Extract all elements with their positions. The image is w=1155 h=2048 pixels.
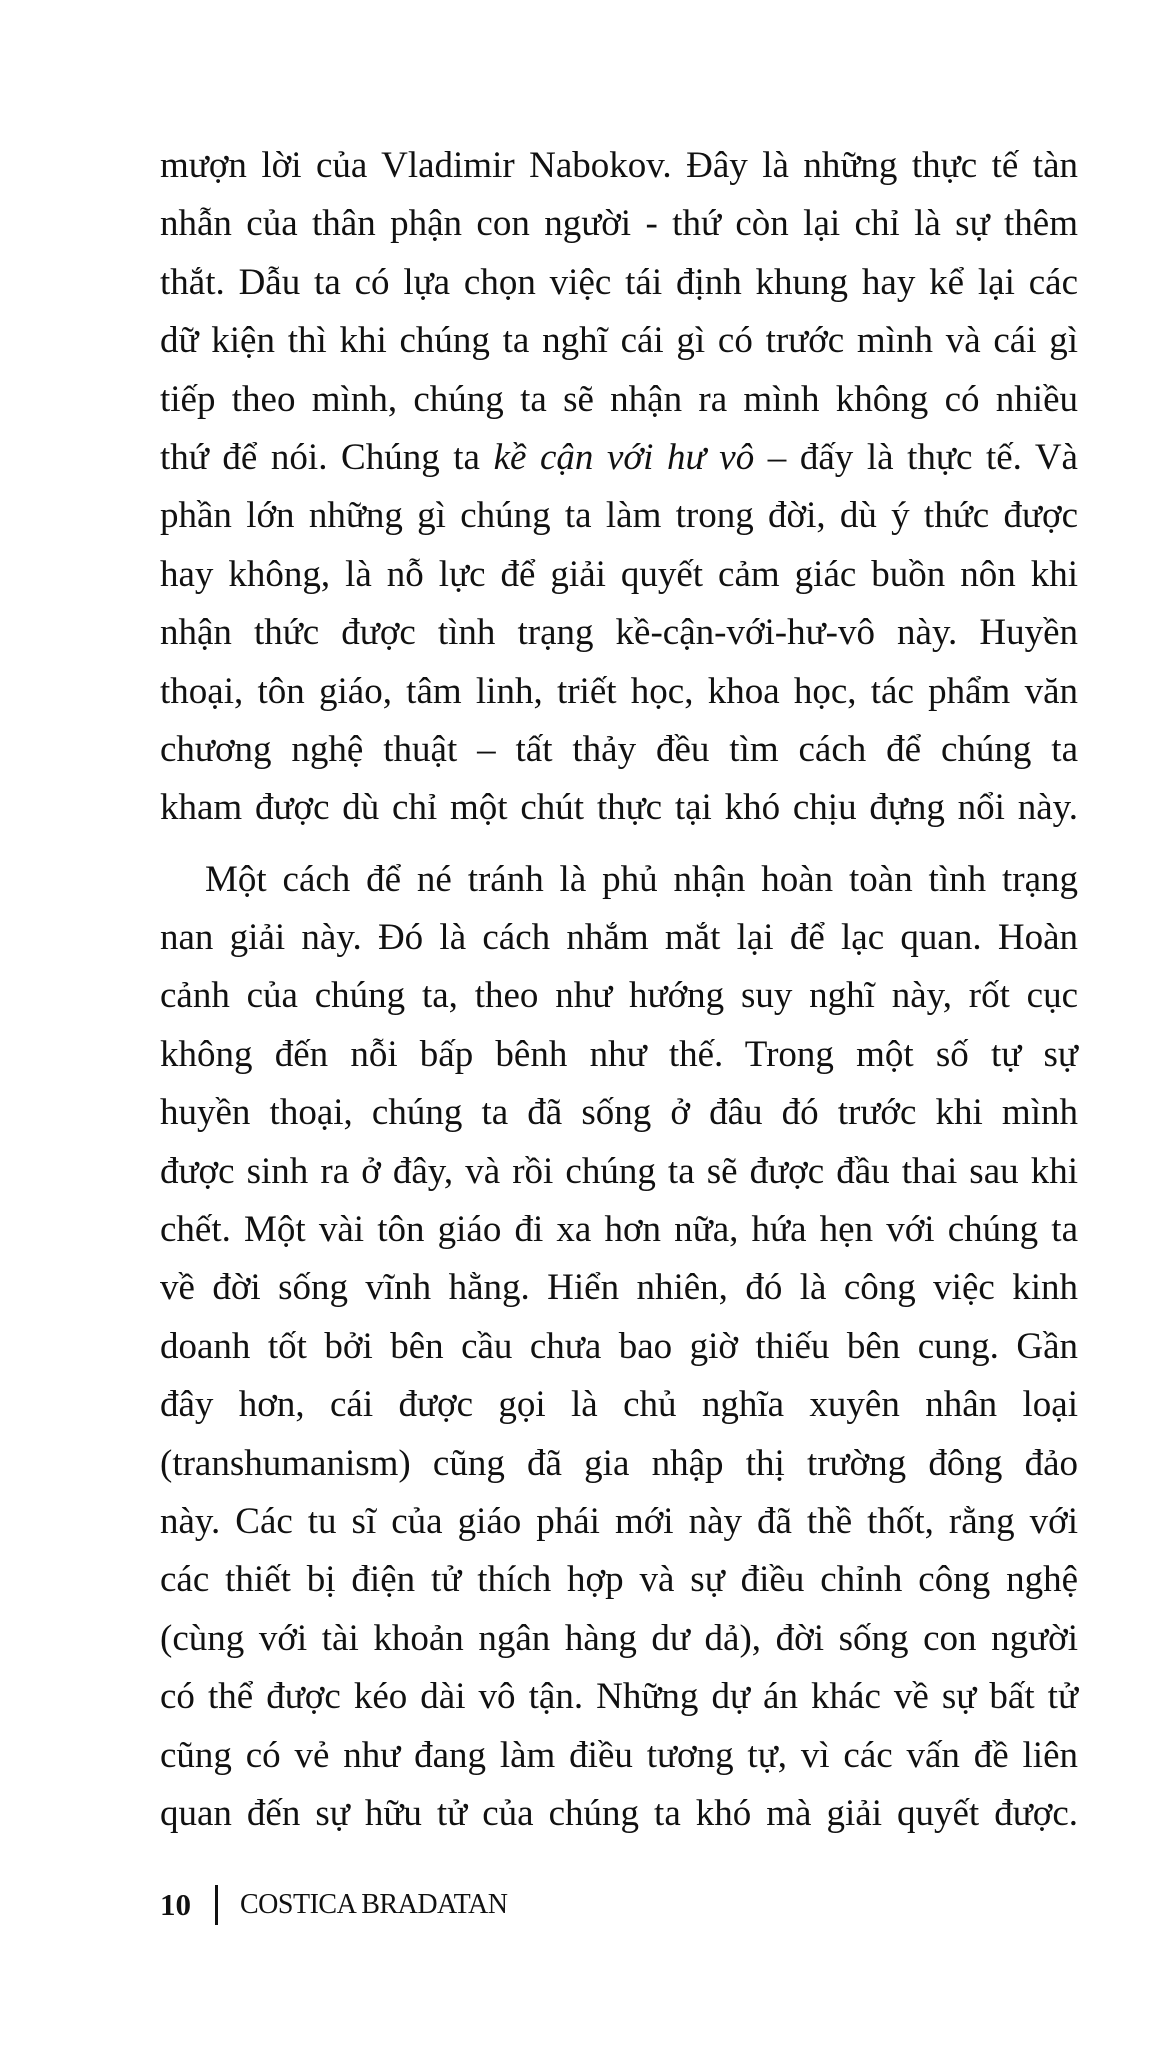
text-line: được sinh ra ở đây, và rồi chúng ta sẽ được đầu thai sau khi (160, 1150, 1078, 1192)
text-line: chương nghệ thuật – tất thảy đều tìm cách để chúng ta (160, 728, 1078, 770)
footer-divider (215, 1885, 218, 1925)
text-line: thoại, tôn giáo, tâm linh, triết học, khoa học, tác phẩm văn (160, 670, 1078, 712)
text-line: (transhumanism) cũng đã gia nhập thị trường đông đảo (160, 1442, 1078, 1484)
page-body (160, 137, 1078, 1843)
running-head-author: COSTICA BRADATAN (240, 1889, 508, 1920)
text-line: hay không, là nỗ lực để giải quyết cảm giác buồn nôn khi (160, 553, 1078, 595)
text-line: thắt. Dẫu ta có lựa chọn việc tái định khung hay kể lại các (160, 261, 1078, 303)
text-line: huyền thoại, chúng ta đã sống ở đâu đó trước khi mình (160, 1092, 1078, 1134)
text-line: nan giải này. Đó là cách nhắm mắt lại để lạc quan. Hoàn (160, 917, 1078, 959)
text-line: quan đến sự hữu tử của chúng ta khó mà giải quyết được. (160, 1792, 1078, 1834)
text-line: doanh tốt bởi bên cầu chưa bao giờ thiếu bên cung. Gần (160, 1325, 1078, 1367)
text-line: về đời sống vĩnh hằng. Hiển nhiên, đó là công việc kinh (160, 1267, 1078, 1309)
text-line: các thiết bị điện tử thích hợp và sự điều chỉnh công nghệ (160, 1559, 1078, 1601)
text-line: cảnh của chúng ta, theo như hướng suy nghĩ này, rốt cục (160, 975, 1078, 1017)
text-line: này. Các tu sĩ của giáo phái mới này đã thề thốt, rằng với (160, 1500, 1078, 1542)
text-line: dữ kiện thì khi chúng ta nghĩ cái gì có trước mình và cái gì (160, 320, 1078, 362)
text-line: nhẫn của thân phận con người - thứ còn lại chỉ là sự thêm (160, 203, 1078, 245)
text-segment: – đấy là thực tế. Và (754, 436, 1078, 478)
page-number: 10 (160, 1887, 191, 1922)
paragraph-2 (160, 851, 1078, 1844)
page-footer (160, 1880, 507, 1930)
text-line: Một cách để né tránh là phủ nhận hoàn toàn tình trạng (205, 858, 1078, 900)
text-line: mượn lời của Vladimir Nabokov. Đây là những thực tế tàn (160, 145, 1078, 186)
italic-phrase: kề cận với hư vô (493, 436, 755, 478)
text-line: cũng có vẻ như đang làm điều tương tự, vì các vấn đề liên (160, 1734, 1078, 1776)
text-line: có thể được kéo dài vô tận. Những dự án khác về sự bất tử (160, 1676, 1078, 1718)
paragraph-1 (160, 137, 1078, 838)
text-line: kham được dù chỉ một chút thực tại khó chịu đựng nổi này. (160, 787, 1078, 829)
text-segment: thứ để nói. Chúng ta (160, 436, 494, 478)
text-line: (cùng với tài khoản ngân hàng dư dả), đời sống con người (160, 1617, 1078, 1659)
text-line: nhận thức được tình trạng kề-cận-với-hư-vô này. Huyền (160, 612, 1078, 654)
text-line: chết. Một vài tôn giáo đi xa hơn nữa, hứa hẹn với chúng ta (160, 1209, 1078, 1251)
text-line: phần lớn những gì chúng ta làm trong đời, dù ý thức được (160, 495, 1078, 537)
text-line: tiếp theo mình, chúng ta sẽ nhận ra mình không có nhiều (160, 378, 1078, 420)
text-line: đây hơn, cái được gọi là chủ nghĩa xuyên nhân loại (160, 1384, 1078, 1426)
text-line: không đến nỗi bấp bênh như thế. Trong một số tự sự (160, 1033, 1078, 1075)
text-line (160, 429, 1078, 487)
